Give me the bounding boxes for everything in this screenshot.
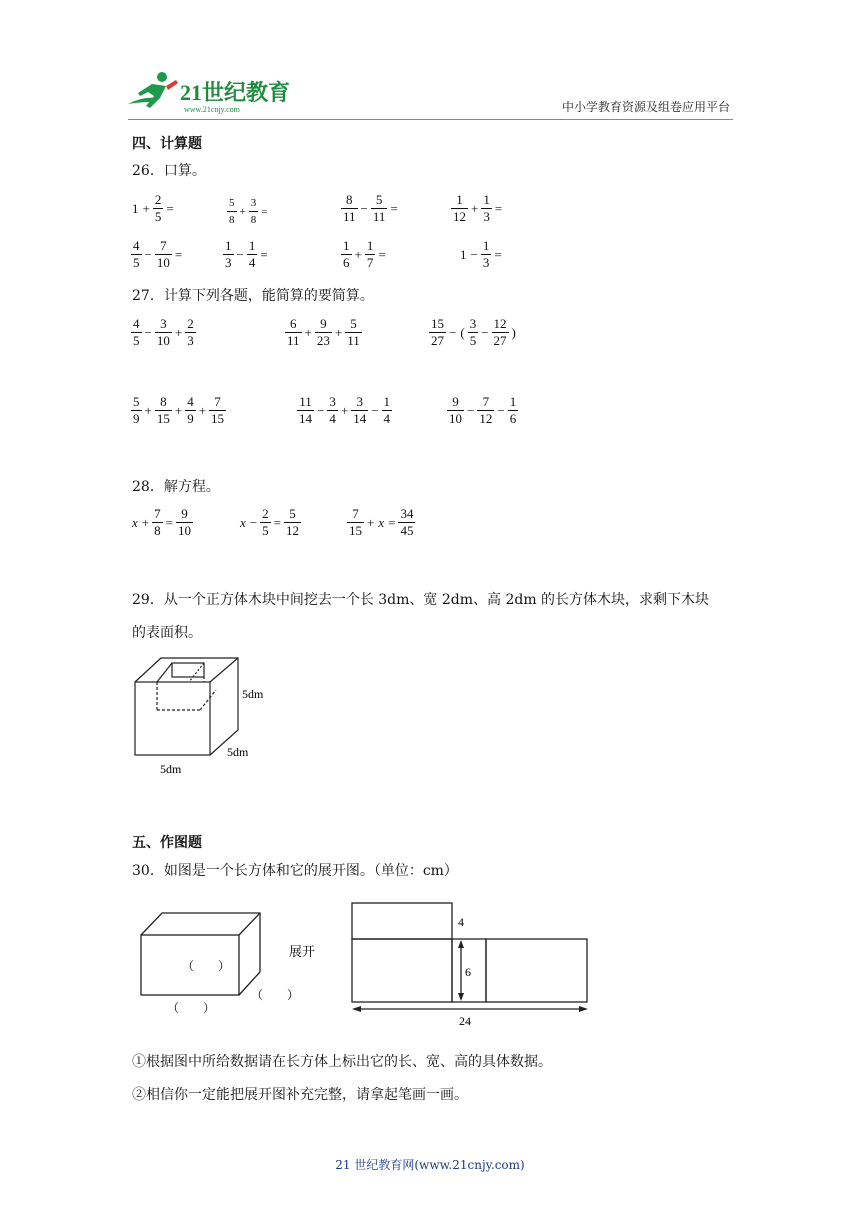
q27-expr-5: $\frac{11}{14}$ − $\frac{3}{4}$ + $\frac{3}{14}$ − $\frac{1}{4}$ [299,394,391,426]
q30-unfold-label: 展开 [289,944,316,959]
q26-expr-8: 1 − $\frac{1}{3}$ = [460,238,502,270]
q26-expr-1: 1 + $\frac{2}{5}$ = [132,192,174,224]
q28-equation-3: $\frac{7}{15}$ + x = $\frac{34}{45}$ [349,506,414,538]
q30-blank-bottom: （ ） [167,1001,216,1015]
q27-expr-6: $\frac{9}{10}$ − $\frac{7}{12}$ − $\frac{1}{6}$ [449,394,517,426]
q26-title: 26．口算。 [132,163,206,179]
q26-expr-7: $\frac{1}{6}$ + $\frac{1}{7}$ = [343,238,386,270]
q30-dim-top: 4 [458,915,464,929]
header-platform-text: 中小学教育资源及组卷应用平台 [561,100,730,114]
q29-label-width: 5dm [160,762,182,776]
q30-blank-side: （ ） [251,988,300,1002]
q26-expr-4: $\frac{1}{12}$ + $\frac{1}{3}$ = [453,192,503,224]
q30-title: 30．如图是一个长方体和它的展开图。（单位：cm） [132,863,458,879]
q30-note-1: ①根据图中所给数据请在长方体上标出它的长、宽、高的具体数据。 [132,1054,552,1070]
q27-expr-3: $\frac{15}{27}$ − ( $\frac{3}{5}$ − $\frac{12}{27}$ ) [431,316,516,348]
footer-source: 21 世纪教育网(www.21cnjy.com) [335,1158,525,1172]
q26-expr-3: $\frac{8}{11}$ − $\frac{5}{11}$ = [343,192,398,224]
q29-label-depth: 5dm [227,745,249,759]
q26-expr-2: $\frac{5}{8}$ + $\frac{3}{8}$ = [229,197,268,226]
svg-text:www.21cnjy.com: www.21cnjy.com [184,105,240,114]
q29-label-height: 5dm [242,687,264,701]
q26-expr-6: $\frac{1}{3}$ − $\frac{1}{4}$ = [225,238,268,270]
q27-expr-4: $\frac{5}{9}$ + $\frac{8}{15}$ + $\frac{4}{9}$ + $\frac{7}{15}$ [133,394,225,426]
svg-text:21世纪教育: 21世纪教育 [180,80,291,105]
q27-expr-2: $\frac{6}{11}$ + $\frac{9}{23}$ + $\frac{5}{11}$ [287,316,360,348]
logo [122,68,292,118]
q27-title: 27．计算下列各题，能简算的要简算。 [132,288,374,304]
q28-equation-2: x − $\frac{2}{5}$ = $\frac{5}{12}$ [240,506,299,538]
q30-note-2: ②相信你一定能把展开图补充完整，请拿起笔画一画。 [132,1087,468,1103]
q30-dim-total: 24 [459,1014,471,1028]
q30-dim-mid: 6 [465,965,471,979]
q29-text-line2: 的表面积。 [132,625,202,641]
q29-cube-figure [130,652,290,778]
header-divider [128,119,733,120]
section-title-drawing: 五、作图题 [132,835,202,851]
q28-equation-1: x + $\frac{7}{8}$ = $\frac{9}{10}$ [132,506,191,538]
q28-title: 28．解方程。 [132,479,220,495]
q27-expr-1: $\frac{4}{5}$ − $\frac{3}{10}$ + $\frac{2}{3}$ [133,316,194,348]
q30-blank-front: （ ） [182,959,231,973]
q29-text-line1: 29．从一个正方体木块中间挖去一个长 3dm、宽 2dm、高 2dm 的长方体木块，求剩下木块 [132,592,710,608]
section-title-calc: 四、计算题 [132,136,202,152]
q26-expr-5: $\frac{4}{5}$ − $\frac{7}{10}$ = [133,238,183,270]
q30-figure [130,898,600,1030]
